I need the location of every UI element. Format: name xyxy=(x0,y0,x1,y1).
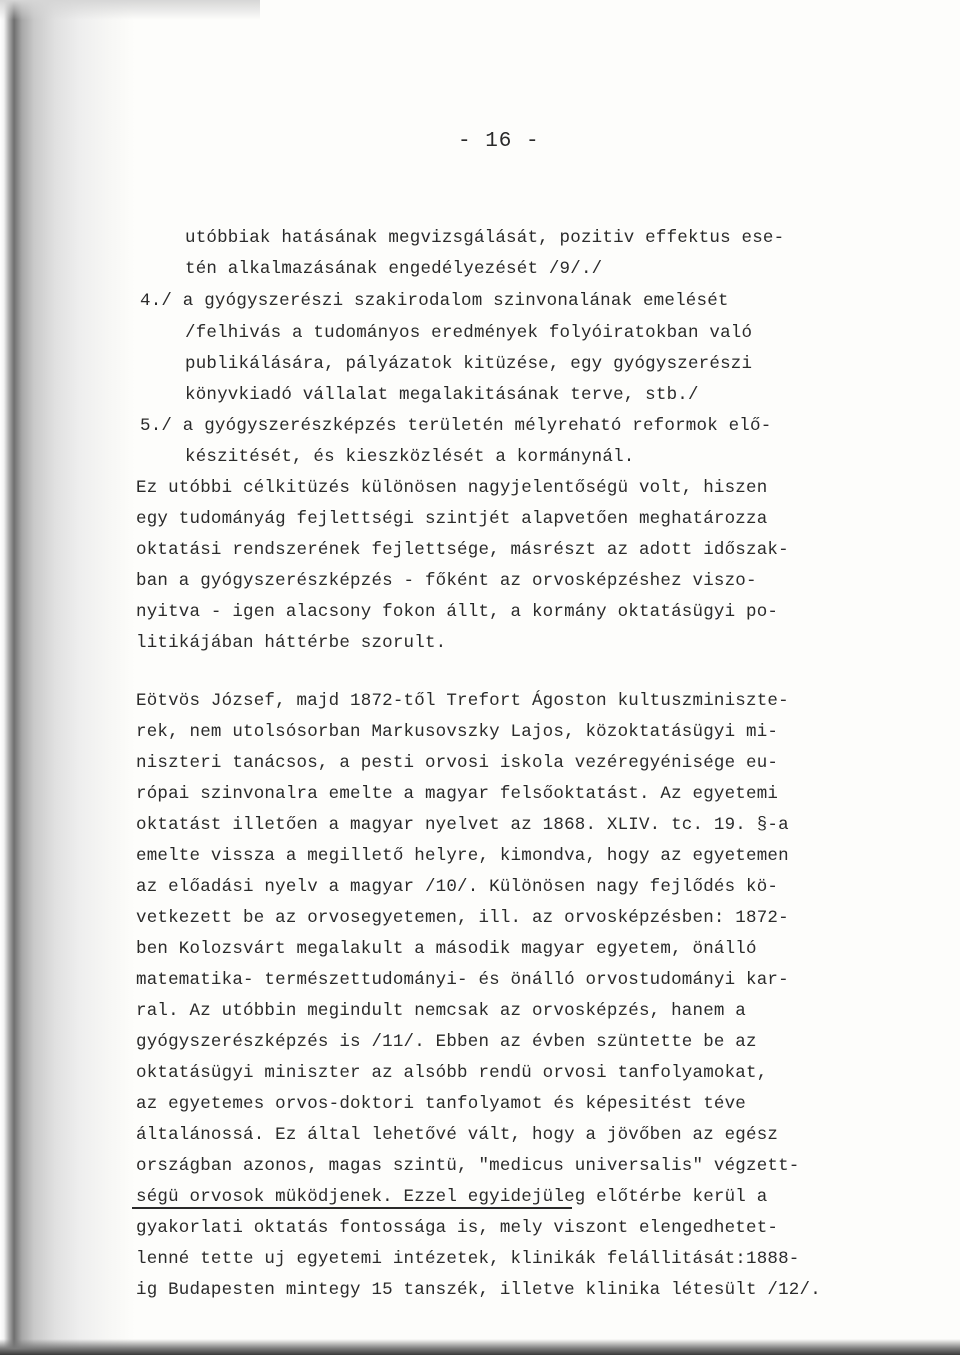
paragraph-line: ral. Az utóbbin megindult nemcsak az orvosképzés, hanem a xyxy=(136,1001,746,1021)
list-item-4: 4./ a gyógyszerészi szakirodalom szinvonalának emelését xyxy=(140,291,729,311)
paragraph-line: niszteri tanácsos, a pesti orvosi iskola vezéregyénisége eu- xyxy=(136,753,779,773)
paragraph-line: ségü orvosok müködjenek. Ezzel egyidejüleg előtérbe kerül a xyxy=(136,1187,768,1207)
page-number: - 16 - xyxy=(458,130,540,153)
paragraph-line: rek, nem utolsósorban Markusovszky Lajos, közoktatásügyi mi- xyxy=(136,722,779,742)
text-line: /felhivás a tudományos eredmények folyóiratokban való xyxy=(185,323,753,343)
paragraph-line: litikájában háttérbe szorult. xyxy=(136,633,447,653)
text-line: készitését, és kieszközlését a kormánynál. xyxy=(185,447,635,467)
paragraph-line: gyógyszerészképzés is /11/. Ebben az évben szüntette be az xyxy=(136,1032,757,1052)
paragraph-line: gyakorlati oktatás fontossága is, mely viszont elengedhetet- xyxy=(136,1218,779,1238)
paragraph-line: az előadási nyelv a magyar /10/. Különösen nagy fejlődés kö- xyxy=(136,877,779,897)
text-line: publikálására, pályázatok kitüzése, egy gyógyszerészi xyxy=(185,354,753,374)
paragraph-line: ben Kolozsvárt megalakult a második magyar egyetem, önálló xyxy=(136,939,757,959)
paragraph-line: matematika- természettudományi- és önálló orvostudományi kar- xyxy=(136,970,789,990)
paragraph-line: oktatást illetően a magyar nyelvet az 1868. XLIV. tc. 19. §-a xyxy=(136,815,789,835)
paragraph-line: vetkezett be az orvosegyetemen, ill. az orvosképzésben: 1872- xyxy=(136,908,789,928)
paragraph-line: általánossá. Ez által lehetővé vált, hogy a jövőben az egész xyxy=(136,1125,779,1145)
paragraph-line: lenné tette uj egyetemi intézetek, klinikák felállitását:1888- xyxy=(136,1249,800,1269)
list-item-5: 5./ a gyógyszerészképzés területén mélyreható reformok elő- xyxy=(140,416,772,436)
paragraph-line: Ez utóbbi célkitüzés különösen nagyjelentőségü volt, hiszen xyxy=(136,478,768,498)
paragraph-line: ig Budapesten mintegy 15 tanszék, illetve klinika létesült /12/. xyxy=(136,1280,821,1300)
paragraph-line: egy tudományág fejlettségi szintjét alapvetően meghatározza xyxy=(136,509,768,529)
text-line: utóbbiak hatásának megvizsgálását, pozitiv effektus ese- xyxy=(185,228,785,248)
paragraph-line: oktatásügyi miniszter az alsóbb rendü orvosi tanfolyamokat, xyxy=(136,1063,768,1083)
paragraph-line: az egyetemes orvos-doktori tanfolyamot és képesitést téve xyxy=(136,1094,746,1114)
paragraph-line: rópai szinvonalra emelte a magyar felsőoktatást. Az egyetemi xyxy=(136,784,779,804)
paragraph-line: országban azonos, magas szintü, "medicus universalis" végzett- xyxy=(136,1156,800,1176)
text-line: tén alkalmazásának engedélyezését /9/./ xyxy=(185,259,603,279)
paragraph-line: oktatási rendszerének fejlettsége, másrészt az adott időszak- xyxy=(136,540,789,560)
text-line: könyvkiadó vállalat megalakitásának terve, stb./ xyxy=(185,385,699,405)
strike-through-line xyxy=(132,1207,572,1209)
paragraph-line: nyitva - igen alacsony fokon állt, a kormány oktatásügyi po- xyxy=(136,602,779,622)
paragraph-line: ban a gyógyszerészképzés - főként az orvosképzéshez viszo- xyxy=(136,571,757,591)
paragraph-line: emelte vissza a megillető helyre, kimondva, hogy az egyetemen xyxy=(136,846,789,866)
paragraph-line: Eötvös József, majd 1872-től Trefort Ágoston kultuszminiszte- xyxy=(136,691,789,711)
